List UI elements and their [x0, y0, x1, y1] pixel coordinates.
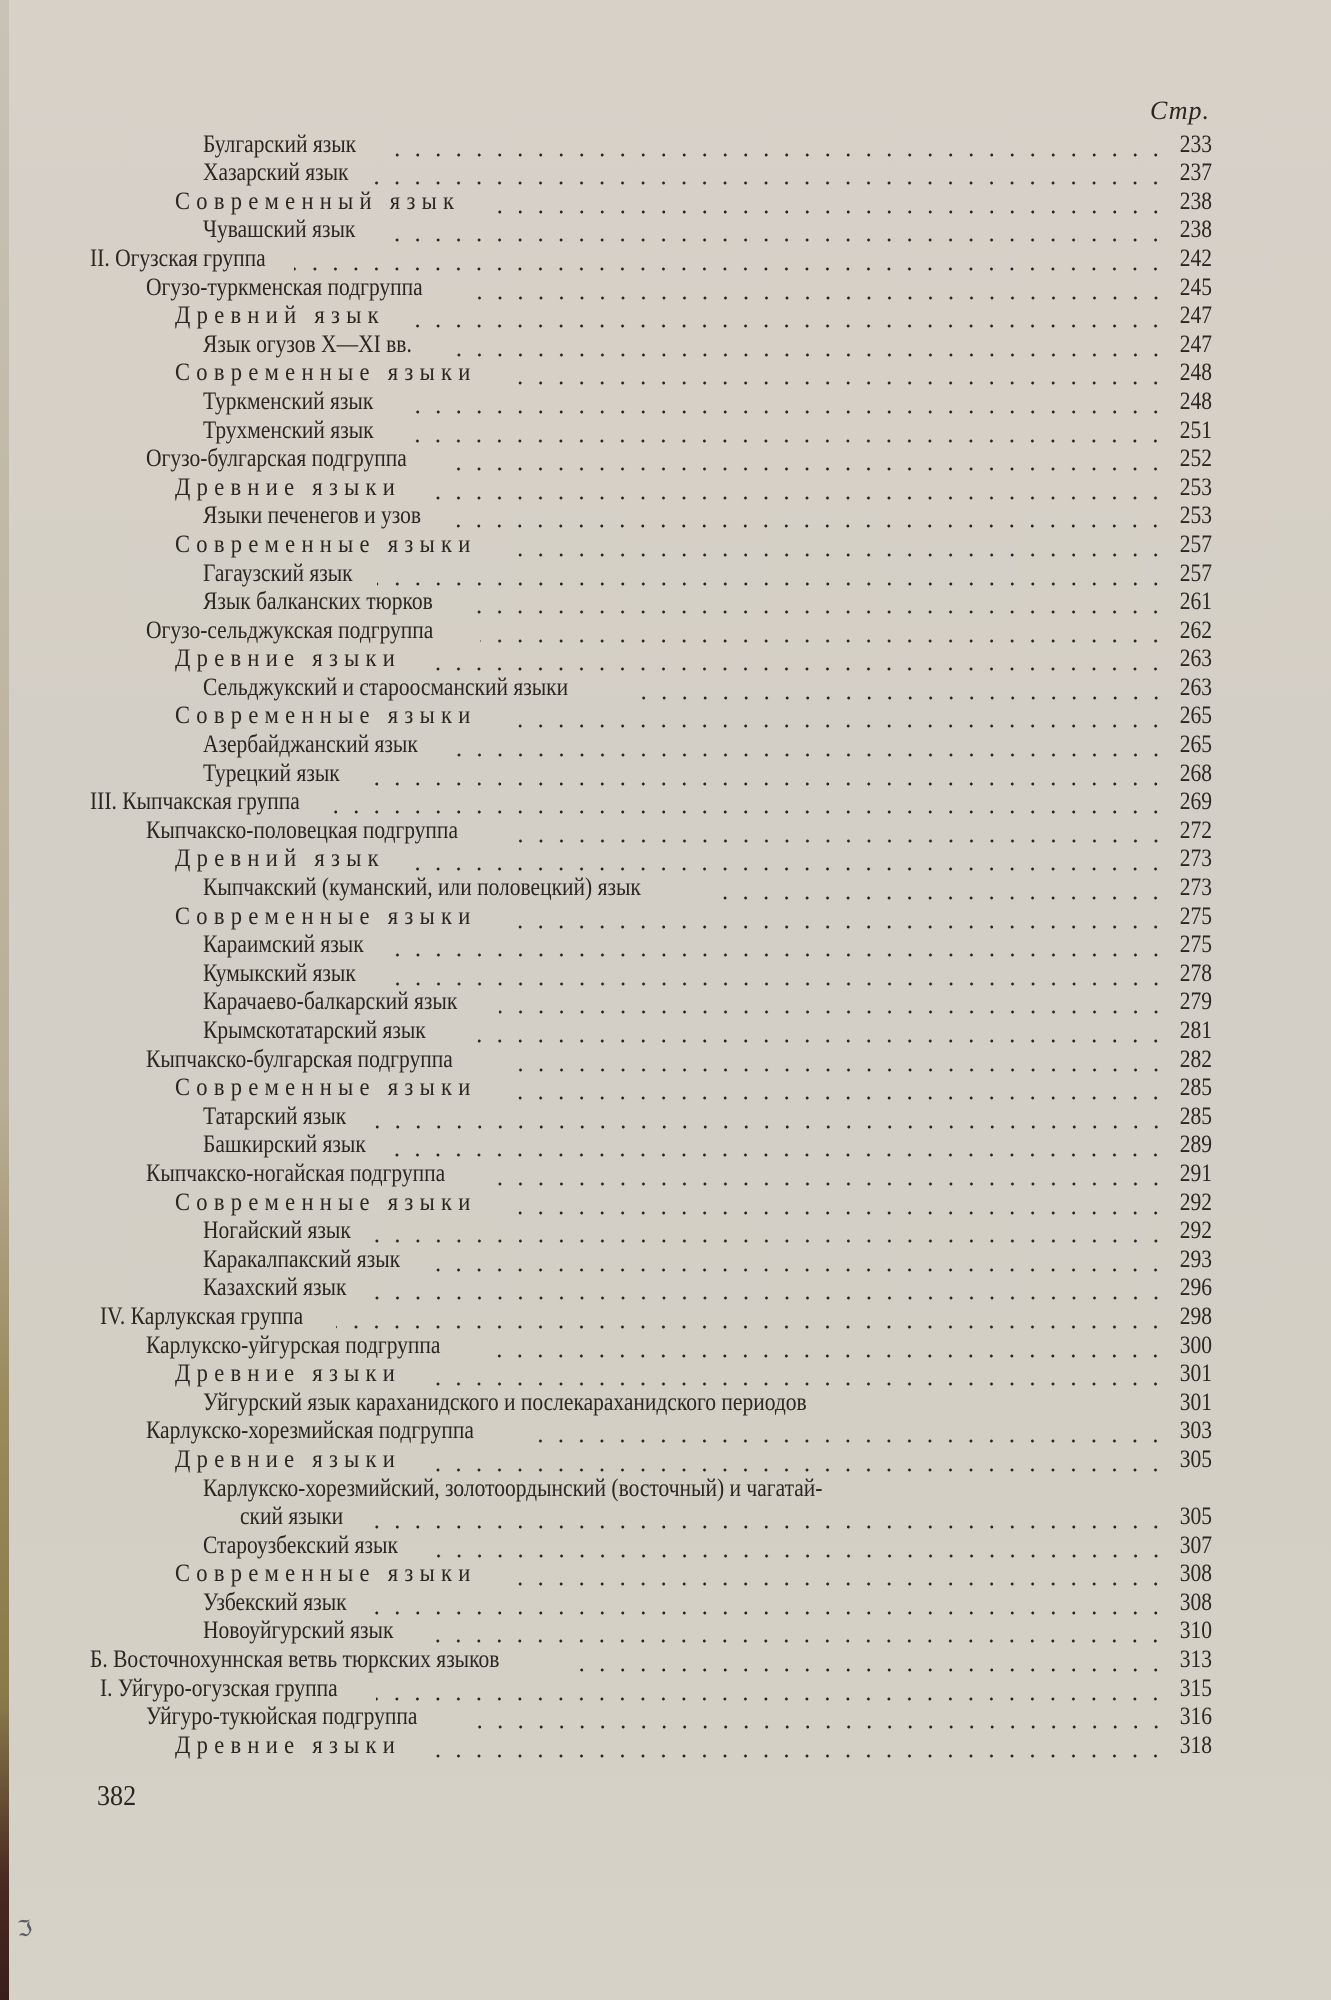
dot-leader	[426, 645, 1166, 673]
toc-entry-title: Язык огузов X—XI вв.	[203, 330, 412, 358]
page-column-header: Стр.	[1150, 96, 1210, 125]
toc-entry-title: Уйгуро-тукюйская подгруппа	[146, 1703, 418, 1731]
toc-entry-page: 305	[1179, 1503, 1212, 1531]
toc-entry-page: 315	[1179, 1674, 1212, 1702]
toc-entry-title: Чувашский язык	[203, 216, 356, 244]
toc-entry-title: Азербайджанский язык	[203, 731, 418, 759]
dot-leader	[375, 1217, 1166, 1245]
toc-entry	[90, 1302, 1212, 1331]
toc-entry-page: 278	[1179, 959, 1212, 987]
pencil-margin-mark: ℑ	[15, 1916, 35, 1943]
toc-entry-title: Древние языки	[175, 1445, 402, 1473]
toc-entry	[90, 1331, 1212, 1360]
toc-entry	[90, 1245, 1212, 1274]
toc-entry-title: Древние языки	[175, 473, 402, 501]
toc-entry-page: 233	[1179, 130, 1212, 158]
toc-entry-title: Современный язык	[175, 187, 461, 215]
toc-entry-page: 238	[1179, 187, 1212, 215]
toc-entry-page: 263	[1179, 645, 1212, 673]
dot-leader	[470, 588, 1166, 616]
toc-entry-title: Булгарский язык	[203, 130, 357, 158]
toc-entry	[90, 1074, 1212, 1103]
toc-entry	[90, 559, 1212, 588]
toc-entry	[90, 730, 1212, 759]
toc-entry	[90, 1617, 1212, 1646]
toc-entry-page: 252	[1179, 445, 1212, 473]
toc-entry-page: 247	[1179, 302, 1212, 330]
toc-entry-page: 257	[1179, 559, 1212, 587]
toc-entry	[90, 845, 1212, 874]
toc-entry-page: 245	[1179, 273, 1212, 301]
toc-entry	[90, 359, 1212, 388]
dot-leader	[905, 1389, 1166, 1417]
toc-entry-page: 262	[1179, 616, 1212, 644]
toc-entry	[90, 816, 1212, 845]
toc-entry-page: 308	[1179, 1588, 1212, 1616]
dot-leader	[923, 1475, 1166, 1503]
toc-entry-page: 238	[1179, 216, 1212, 244]
dot-leader	[462, 1017, 1166, 1045]
toc-entry	[90, 1474, 1212, 1503]
toc-entry-title: Татарский язык	[203, 1102, 347, 1130]
toc-entry-title: Туркменский язык	[203, 387, 374, 415]
toc-entry	[90, 1445, 1212, 1474]
dot-leader	[510, 702, 1166, 730]
toc-entry-title: Язык балканских тюрков	[203, 588, 433, 616]
dot-leader	[360, 1503, 1166, 1531]
toc-entry-title: Современные языки	[175, 902, 477, 930]
toc-entry	[90, 187, 1212, 216]
toc-entry-title: Древние языки	[175, 645, 402, 673]
toc-entry-page: 291	[1179, 1159, 1212, 1187]
toc-entry	[90, 216, 1212, 245]
dot-leader	[456, 502, 1166, 530]
toc-entry-title: Современные языки	[175, 530, 477, 558]
toc-entry-title: Современные языки	[175, 1074, 477, 1102]
dot-leader	[628, 674, 1166, 702]
toc-entry-title: Древний язык	[175, 845, 385, 873]
toc-entry	[90, 1131, 1212, 1160]
dot-leader	[509, 817, 1166, 845]
toc-entry	[90, 445, 1212, 474]
toc-entry-page: 296	[1179, 1274, 1212, 1302]
toc-entry	[90, 330, 1212, 359]
dot-leader	[432, 1246, 1166, 1274]
dot-leader	[390, 931, 1166, 959]
toc-entry	[90, 1731, 1212, 1760]
dot-leader	[424, 1617, 1166, 1645]
dot-leader	[510, 1189, 1166, 1217]
toc-entry	[90, 645, 1212, 674]
dot-leader	[362, 760, 1166, 788]
toc-entry-page: 273	[1179, 874, 1212, 902]
toc-entry-page: 248	[1179, 387, 1212, 415]
dot-leader	[426, 474, 1166, 502]
dot-leader	[494, 1160, 1166, 1188]
toc-entry-title: Карачаево-балкарский язык	[203, 988, 458, 1016]
toc-entry	[90, 130, 1212, 159]
dot-leader	[401, 388, 1166, 416]
toc-entry-title: Современные языки	[175, 359, 477, 387]
toc-entry-page: 292	[1179, 1217, 1212, 1245]
toc-entry-page: 248	[1179, 359, 1212, 387]
toc-entry-title: Кумыкский язык	[203, 959, 356, 987]
dot-leader	[453, 731, 1166, 759]
toc-entry	[90, 502, 1212, 531]
book-spine-edge	[0, 0, 9, 2000]
toc-entry-title: Ногайский язык	[203, 1217, 351, 1245]
toc-entry	[90, 1388, 1212, 1417]
toc-entry-page: 300	[1179, 1331, 1212, 1359]
toc-entry-title: II. Огузская группа	[90, 244, 266, 272]
toc-entry-page: 261	[1179, 588, 1212, 616]
page-number: 382	[97, 1780, 137, 1812]
toc-entry-page: 316	[1179, 1703, 1212, 1731]
toc-entry-page: 281	[1179, 1017, 1212, 1044]
dot-leader	[499, 988, 1166, 1016]
toc-entry-page: 303	[1179, 1417, 1212, 1445]
dot-leader	[462, 1703, 1166, 1731]
dot-leader	[430, 1532, 1166, 1560]
toc-entry-title: Уйгурский язык караханидского и послекараханидского периодов	[203, 1388, 807, 1416]
toc-entry	[90, 1645, 1212, 1674]
toc-entry-page: 282	[1179, 1045, 1212, 1073]
toc-entry-page: 318	[1179, 1731, 1212, 1759]
dot-leader	[480, 617, 1166, 645]
toc-entry	[90, 1045, 1212, 1074]
toc-entry-title: Башкирский язык	[203, 1131, 366, 1159]
toc-entry-page: 285	[1179, 1102, 1212, 1130]
toc-entry-title: Староузбекский язык	[203, 1531, 398, 1559]
dot-leader	[372, 159, 1166, 187]
toc-entry-page: 301	[1179, 1388, 1212, 1416]
toc-entry-page: 251	[1179, 416, 1212, 444]
dot-leader	[370, 1589, 1166, 1617]
toc-entry	[90, 1102, 1212, 1131]
toc-entry-title: Современные языки	[175, 702, 477, 730]
toc-entry-title: III. Кыпчакская группа	[90, 788, 300, 816]
dot-leader	[488, 1332, 1166, 1360]
toc-entry-title: Древние языки	[175, 1360, 402, 1388]
toc-entry-title: Каракалпакский язык	[203, 1245, 401, 1273]
toc-entry-page: 273	[1179, 845, 1212, 873]
toc-entry-title: Карлукско-хорезмийская подгруппа	[146, 1417, 474, 1445]
toc-entry-page: 247	[1179, 330, 1212, 358]
toc-entry-title: Карлукско-уйгурская подгруппа	[146, 1331, 441, 1359]
dot-leader	[426, 1360, 1166, 1388]
dot-leader	[370, 1103, 1167, 1131]
toc-entry-title: Сельджукский и староосманский языки	[203, 673, 569, 701]
toc-entry-title: Караимский язык	[203, 931, 364, 959]
toc-entry-title: Карлукско-хорезмийский, золотоордынский (восточный) и чагатай-	[203, 1474, 823, 1502]
toc-entry-title: Кыпчакско-ногайская подгруппа	[146, 1159, 446, 1187]
toc-entry-page: 257	[1179, 530, 1212, 558]
toc-entry	[90, 902, 1212, 931]
toc-entry-title: Кыпчакский (куманский, или половецкий) язык	[203, 874, 641, 902]
toc-entry	[90, 588, 1212, 617]
table-of-contents	[90, 130, 1212, 1760]
toc-entry	[90, 788, 1212, 817]
dot-leader	[527, 1417, 1166, 1445]
toc-entry-title: Б. Восточнохуннская ветвь тюркских языков	[90, 1646, 500, 1674]
toc-entry-page: 275	[1179, 931, 1212, 959]
toc-entry-title: Крымскотатарский язык	[203, 1017, 426, 1044]
dot-leader	[468, 274, 1166, 302]
toc-entry-title: I. Уйгуро-огузская группа	[100, 1674, 338, 1702]
toc-entry	[90, 759, 1212, 788]
toc-entry-page: 305	[1179, 1445, 1212, 1473]
toc-entry	[90, 244, 1212, 273]
toc-entry-page: 289	[1179, 1131, 1212, 1159]
toc-entry	[90, 1588, 1212, 1617]
dot-leader	[408, 845, 1166, 873]
toc-entry-page: 301	[1179, 1360, 1212, 1388]
toc-entry-page: 313	[1179, 1646, 1212, 1674]
toc-entry	[90, 273, 1212, 302]
toc-entry	[90, 1217, 1212, 1246]
toc-entry	[90, 159, 1212, 188]
dot-leader	[510, 1560, 1166, 1588]
toc-entry	[90, 673, 1212, 702]
dot-leader	[446, 331, 1166, 359]
toc-entry-title: Древние языки	[175, 1731, 402, 1759]
toc-entry-title: Трухменский язык	[203, 416, 374, 444]
toc-entry	[90, 1560, 1212, 1589]
toc-entry-title: Языки печенегов и узов	[203, 502, 421, 530]
toc-entry	[90, 702, 1212, 731]
toc-entry-title: ский языки	[240, 1503, 344, 1531]
toc-entry	[90, 387, 1212, 416]
toc-entry	[90, 302, 1212, 331]
toc-entry-page: 268	[1179, 759, 1212, 787]
toc-entry	[90, 1703, 1212, 1732]
dot-leader	[449, 445, 1166, 473]
toc-entry-page: 285	[1179, 1074, 1212, 1102]
toc-entry-page: 263	[1179, 673, 1212, 701]
toc-entry-page: 272	[1179, 816, 1212, 844]
toc-entry-title: Древний язык	[175, 302, 385, 330]
toc-entry	[90, 988, 1212, 1017]
toc-entry-page: 307	[1179, 1531, 1212, 1559]
dot-leader	[503, 1046, 1166, 1074]
toc-entry-title: Огузо-сельджукская подгруппа	[146, 616, 434, 644]
toc-entry-page: 308	[1179, 1560, 1212, 1588]
toc-entry	[90, 1360, 1212, 1389]
toc-entry-page: 237	[1179, 159, 1212, 187]
dot-leader	[510, 531, 1166, 559]
dot-leader	[370, 1274, 1166, 1302]
dot-leader	[566, 1646, 1166, 1674]
toc-entry-title: Гагаузский язык	[203, 559, 353, 587]
toc-entry	[90, 473, 1212, 502]
toc-entry-title: Огузо-булгарская подгруппа	[146, 445, 407, 473]
dot-leader	[334, 788, 1166, 816]
toc-entry-title: Новоуйгурский язык	[203, 1617, 394, 1645]
dot-leader	[401, 417, 1166, 445]
toc-entry	[90, 1159, 1212, 1188]
toc-entry-page: 242	[1179, 244, 1212, 272]
dot-leader	[510, 359, 1166, 387]
dot-leader	[381, 960, 1166, 988]
toc-entry-title: Кыпчакско-булгарская подгруппа	[146, 1045, 453, 1073]
toc-entry-title: Современные языки	[175, 1188, 477, 1216]
toc-entry-page: 292	[1179, 1188, 1212, 1216]
toc-entry-page: 298	[1179, 1302, 1212, 1330]
dot-leader	[380, 216, 1166, 244]
toc-entry	[90, 959, 1212, 988]
toc-entry-title: Кыпчакско-половецкая подгруппа	[146, 816, 458, 844]
dot-leader	[336, 1303, 1166, 1331]
toc-entry	[90, 1188, 1212, 1217]
toc-entry-page: 275	[1179, 902, 1212, 930]
toc-entry	[90, 1274, 1212, 1303]
toc-entry	[90, 1503, 1212, 1532]
toc-entry-title: Хазарский язык	[203, 159, 349, 187]
toc-entry-page: 293	[1179, 1245, 1212, 1273]
dot-leader	[426, 1732, 1166, 1760]
toc-entry	[90, 873, 1212, 902]
dot-leader	[712, 874, 1166, 902]
toc-entry	[90, 931, 1212, 960]
dot-leader	[408, 302, 1166, 330]
toc-entry-page: 265	[1179, 731, 1212, 759]
toc-entry-page: 253	[1179, 502, 1212, 530]
dot-leader	[376, 1675, 1166, 1703]
dot-leader	[510, 903, 1166, 931]
toc-entry-page: 279	[1179, 988, 1212, 1016]
toc-entry-page: 253	[1179, 473, 1212, 501]
toc-entry-title: Современные языки	[175, 1560, 477, 1588]
dot-leader	[377, 560, 1166, 588]
toc-entry-title: Казахский язык	[203, 1274, 347, 1302]
toc-entry-page: 265	[1179, 702, 1212, 730]
dot-leader	[426, 1446, 1166, 1474]
dot-leader	[492, 188, 1166, 216]
toc-entry	[90, 1417, 1212, 1446]
toc-entry	[90, 416, 1212, 445]
dot-leader	[392, 1131, 1166, 1159]
toc-entry-page: 269	[1179, 788, 1212, 816]
dot-leader	[294, 245, 1166, 273]
toc-entry-title: Турецкий язык	[203, 759, 340, 787]
toc-entry-title: Огузо-туркменская подгруппа	[146, 273, 423, 301]
toc-entry	[90, 616, 1212, 645]
toc-entry-title: IV. Карлукская группа	[100, 1302, 304, 1330]
dot-leader	[510, 1074, 1166, 1102]
toc-entry-page: 310	[1179, 1617, 1212, 1645]
toc-entry	[90, 1016, 1212, 1045]
toc-entry	[90, 530, 1212, 559]
toc-entry	[90, 1531, 1212, 1560]
toc-entry	[90, 1674, 1212, 1703]
dot-leader	[381, 131, 1166, 159]
toc-entry-title: Узбекский язык	[203, 1588, 347, 1616]
